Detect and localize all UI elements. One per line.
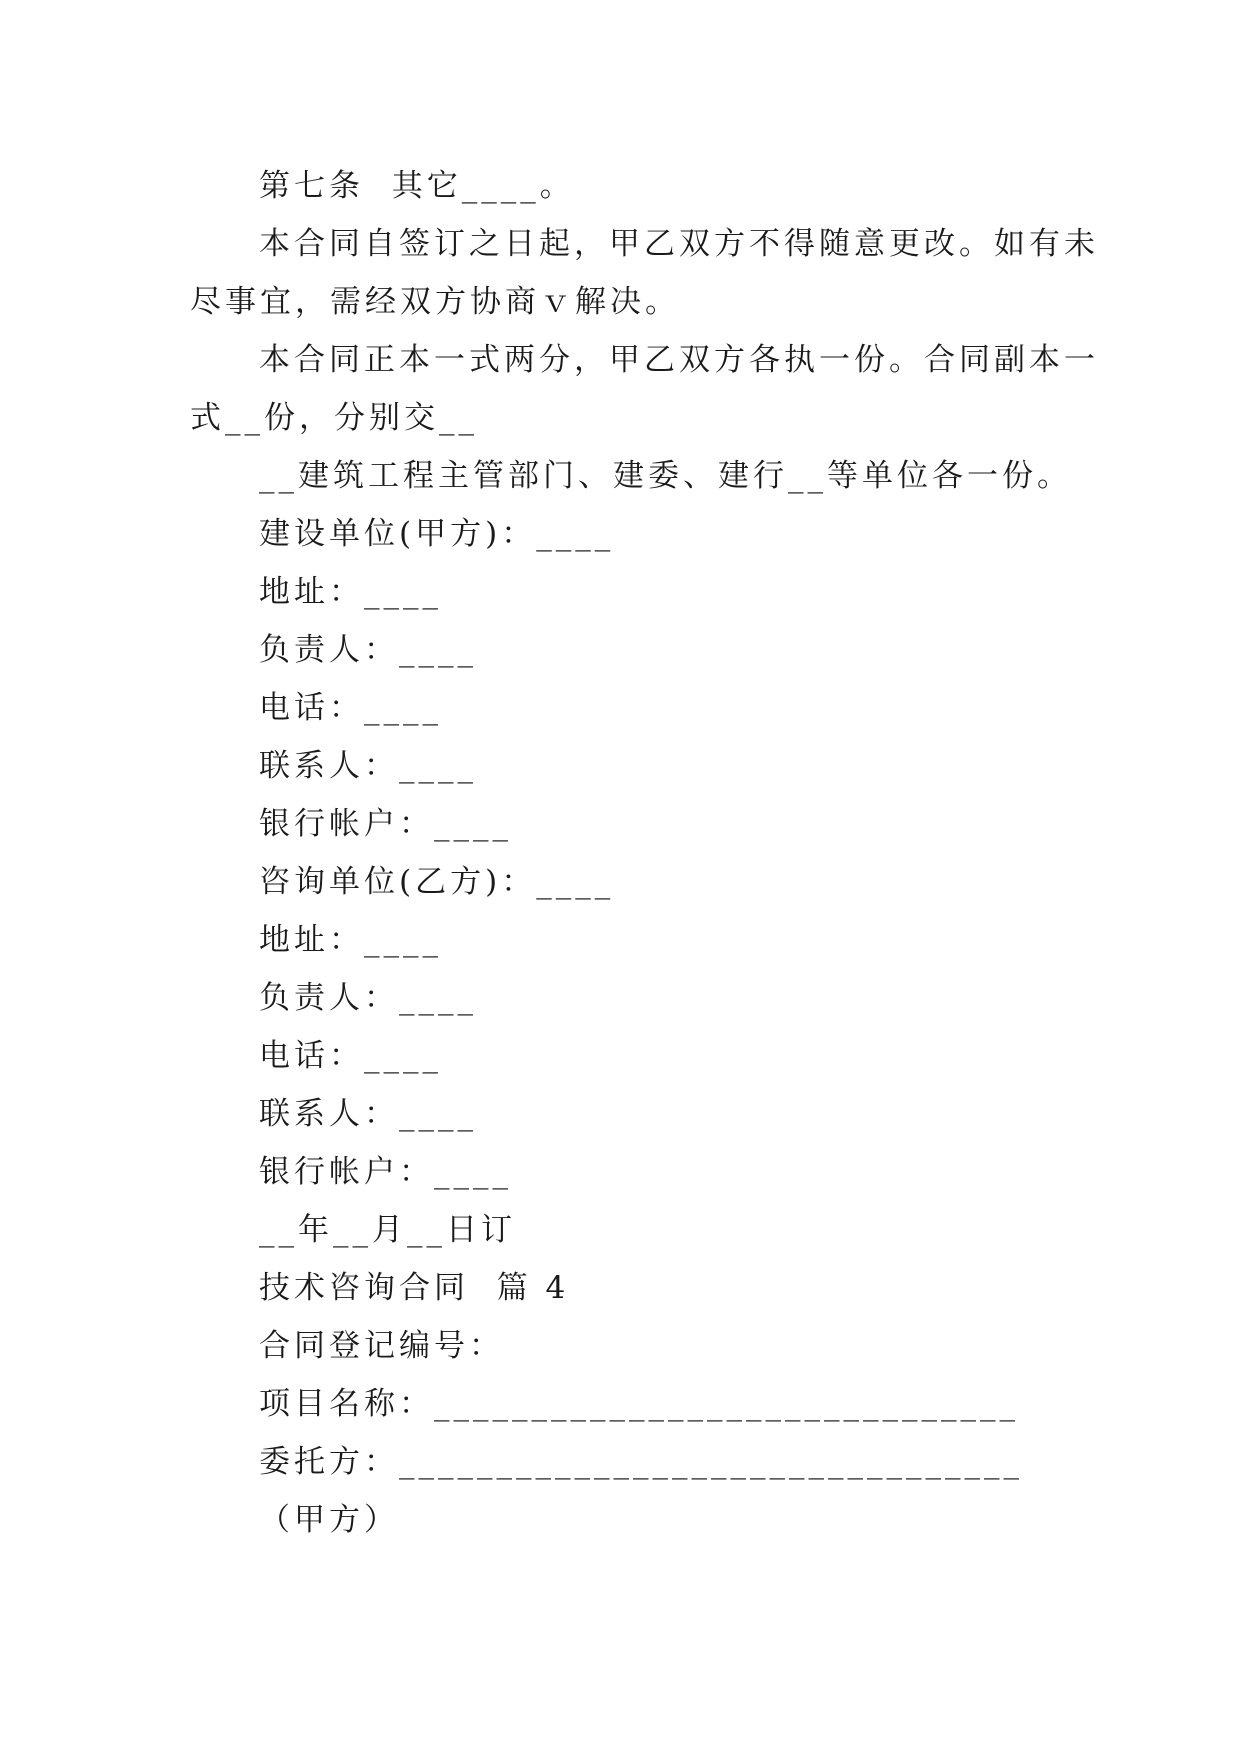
paragraph-line: __建筑工程主管部门、建委、建行__等单位各一份。	[259, 458, 1072, 494]
project-name-field: 项目名称：______________________________	[259, 1386, 1019, 1422]
paragraph-line: 本合同自签订之日起，甲乙双方不得随意更改。如有未	[259, 226, 1099, 262]
party-a-person-in-charge: 负责人：____	[259, 632, 477, 668]
party-a-bank-account: 银行帐户：____	[259, 806, 512, 842]
party-a-label: （甲方）	[259, 1502, 399, 1538]
section-title: 技术咨询合同 篇 4	[259, 1270, 570, 1306]
party-b-phone: 电话：____	[259, 1038, 442, 1074]
signing-date: __年__月__日订	[259, 1212, 516, 1248]
paragraph-line: 式__份，分别交__	[190, 400, 478, 436]
client-field: 委托方：________________________________	[259, 1444, 1023, 1480]
article-7-line: 第七条 其它____。	[259, 168, 575, 204]
party-a-contact: 联系人：____	[259, 748, 477, 784]
party-b-person-in-charge: 负责人：____	[259, 980, 477, 1016]
paragraph-line: 本合同正本一式两分，甲乙双方各执一份。合同副本一	[259, 342, 1099, 378]
party-a-heading: 建设单位(甲方)：____	[259, 516, 615, 552]
party-b-address: 地址：____	[259, 922, 442, 958]
party-b-contact: 联系人：____	[259, 1096, 477, 1132]
paragraph-line: 尽事宜，需经双方协商ｖ解决。	[190, 284, 680, 320]
party-b-heading: 咨询单位(乙方)：____	[259, 864, 615, 900]
party-b-bank-account: 银行帐户：____	[259, 1154, 512, 1190]
party-a-phone: 电话：____	[259, 690, 442, 726]
party-a-address: 地址：____	[259, 574, 442, 610]
contract-registration-number: 合同登记编号：	[259, 1328, 504, 1364]
